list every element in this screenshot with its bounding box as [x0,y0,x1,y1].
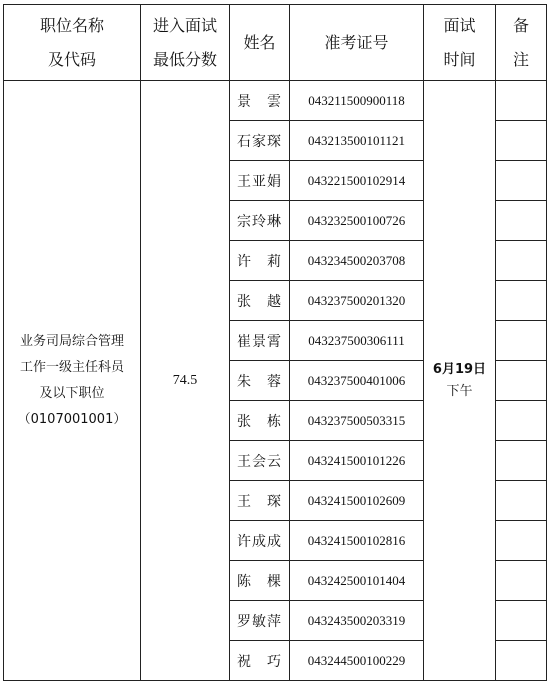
remarks-cell [496,161,547,201]
exam-id: 043243500203319 [290,601,424,641]
candidate-name: 王会云 [230,441,290,481]
remarks-cell [496,521,547,561]
header-position-line2: 及代码 [47,49,96,69]
header-remarks-line1: 备 [512,15,529,35]
exam-id: 043242500101404 [290,561,424,601]
exam-id: 043234500203708 [290,241,424,281]
remarks-cell [496,601,547,641]
exam-id: 043237500503315 [290,401,424,441]
remarks-cell [496,281,547,321]
exam-id: 043241500101226 [290,441,424,481]
remarks-cell [496,241,547,281]
remarks-cell [496,201,547,241]
remarks-cell [496,401,547,441]
remarks-cell [496,441,547,481]
position-line: 及以下职位 [39,385,105,401]
candidate-name: 景 雲 [230,81,290,121]
exam-id: 043237500401006 [290,361,424,401]
candidate-name: 陈 棵 [230,561,290,601]
header-min-score-line2: 最低分数 [152,49,217,69]
header-time-line2: 时间 [443,49,476,69]
remarks-cell [496,121,547,161]
candidate-name: 许 莉 [230,241,290,281]
remarks-cell [496,561,547,601]
header-remarks-line2: 注 [512,49,529,69]
candidate-name: 宗玲琳 [230,201,290,241]
candidate-name: 王 琛 [230,481,290,521]
exam-id: 043237500306111 [290,321,424,361]
candidate-name: 张 越 [230,281,290,321]
candidate-name: 朱 蓉 [230,361,290,401]
remarks-cell [496,641,547,681]
header-remarks [496,5,547,81]
position-line: （0107001001） [17,411,127,427]
interview-list-table [3,4,547,681]
header-position [4,5,141,81]
interview-time-cell [424,81,496,681]
header-min-score [141,5,230,81]
exam-id: 043221500102914 [290,161,424,201]
exam-id: 043211500900118 [290,81,424,121]
candidate-name: 张 栋 [230,401,290,441]
header-exam-id: 准考证号 [290,5,424,81]
candidate-name: 石家琛 [230,121,290,161]
exam-id: 043241500102816 [290,521,424,561]
header-min-score-line1: 进入面试 [152,15,217,35]
candidate-name: 祝 巧 [230,641,290,681]
position-line: 业务司局综合管理 [19,333,124,349]
header-time-line1: 面试 [443,15,476,35]
candidate-name: 王亚娟 [230,161,290,201]
remarks-cell [496,81,547,121]
interview-time-line: 下午 [446,383,473,399]
candidate-name: 罗敏萍 [230,601,290,641]
exam-id: 043244500100229 [290,641,424,681]
candidate-name: 崔景霄 [230,321,290,361]
header-interview-time [424,5,496,81]
remarks-cell [496,481,547,521]
min-score-cell: 74.5 [141,81,230,681]
header-name: 姓名 [230,5,290,81]
table-row [4,81,547,121]
exam-id: 043237500201320 [290,281,424,321]
exam-id: 043241500102609 [290,481,424,521]
candidate-name: 许成成 [230,521,290,561]
position-line: 工作一级主任科员 [19,359,124,375]
exam-id: 043213500101121 [290,121,424,161]
remarks-cell [496,361,547,401]
exam-id: 043232500100726 [290,201,424,241]
position-cell [4,81,141,681]
interview-time-line: 6月19日 [432,361,487,377]
remarks-cell [496,321,547,361]
header-position-line1: 职位名称 [39,15,104,35]
